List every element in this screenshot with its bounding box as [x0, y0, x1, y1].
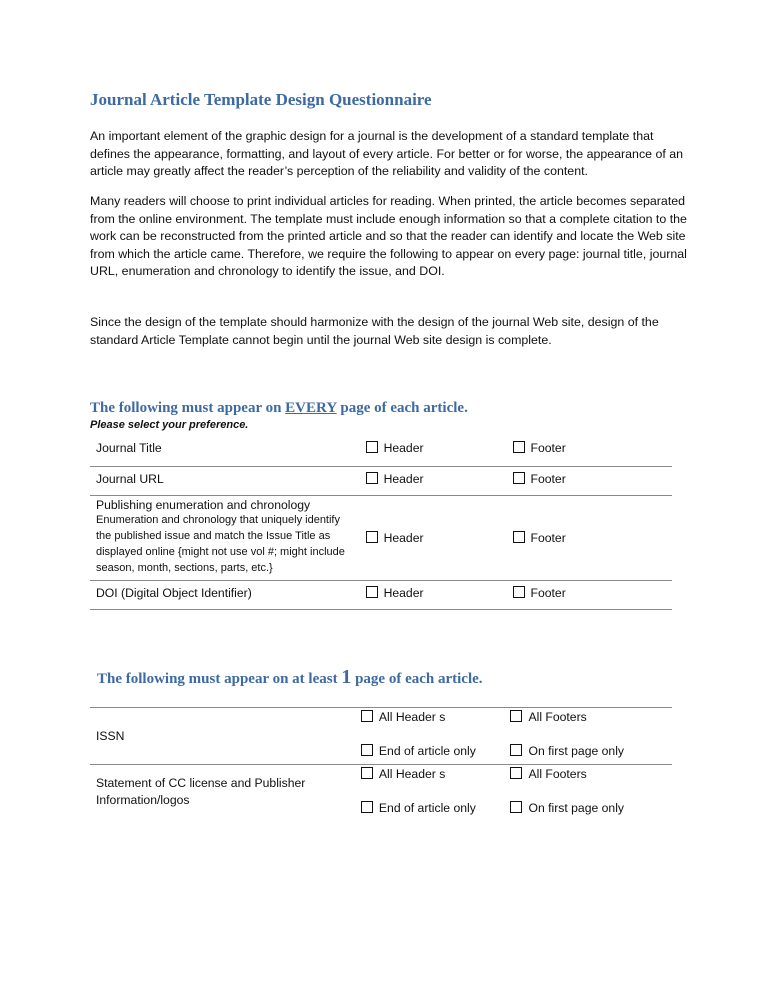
- checkbox-icon: [361, 801, 373, 813]
- checkbox-icon: [366, 586, 378, 598]
- row-label: Journal URL: [96, 471, 164, 486]
- all-footers-checkbox[interactable]: All Footers: [510, 767, 666, 801]
- footer-checkbox[interactable]: Footer: [513, 586, 566, 600]
- all-footers-checkbox[interactable]: All Footers: [510, 710, 666, 744]
- header-checkbox[interactable]: Header: [366, 441, 424, 455]
- one-page-table: [90, 707, 672, 825]
- checkbox-icon: [510, 710, 522, 722]
- all-headers-checkbox[interactable]: All Header s: [361, 710, 499, 744]
- document-title: Journal Article Template Design Questionnaire: [90, 90, 432, 109]
- checkbox-icon: [513, 472, 525, 484]
- footer-checkbox[interactable]: Footer: [513, 441, 566, 455]
- checkbox-icon: [366, 441, 378, 453]
- row-label: ISSN: [96, 729, 125, 743]
- checkbox-icon: [361, 744, 373, 756]
- table-row: [90, 580, 672, 609]
- row-label: Statement of CC license and Publisher Information/logos: [96, 776, 306, 807]
- all-headers-checkbox[interactable]: All Header s: [361, 767, 499, 801]
- end-of-article-checkbox[interactable]: End of article only: [361, 744, 499, 758]
- checkbox-icon: [513, 441, 525, 453]
- table-row: [90, 466, 672, 495]
- checkbox-icon: [513, 531, 525, 543]
- footer-checkbox[interactable]: Footer: [513, 531, 566, 545]
- checkbox-icon: [366, 472, 378, 484]
- row-label: Publishing enumeration and chronology: [96, 497, 311, 512]
- footer-checkbox[interactable]: Footer: [513, 472, 566, 486]
- header-checkbox[interactable]: Header: [366, 472, 424, 486]
- first-page-only-checkbox[interactable]: On first page only: [510, 801, 666, 815]
- design-paragraph: Since the design of the template should harmonize with the design of the journal Web site, design of the standard Article Template cannot begin until the journal Web site design is complete.: [90, 315, 659, 347]
- table-row: [90, 437, 672, 466]
- table-row: [90, 765, 672, 825]
- checkbox-icon: [510, 767, 522, 779]
- row-sublabel: Enumeration and chronology that uniquely identify the published issue and match the Issue Title as displayed online {might not use vol #; might include season, month, sections, parts, etc.}: [96, 513, 345, 574]
- table-row: [90, 708, 672, 765]
- checkbox-icon: [510, 744, 522, 756]
- end-of-article-checkbox[interactable]: End of article only: [361, 801, 499, 815]
- checkbox-icon: [366, 531, 378, 543]
- section-one-page-heading: The following must appear on at least 1 page of each article.: [97, 666, 483, 688]
- table-row: [90, 495, 672, 580]
- header-checkbox[interactable]: Header: [366, 531, 424, 545]
- checkbox-icon: [361, 767, 373, 779]
- every-page-table: [90, 437, 672, 610]
- section-every-page-heading: The following must appear on EVERY page of each article.: [90, 400, 468, 416]
- intro-paragraph: An important element of the graphic design for a journal is the development of a standard template that defines the appearance, formatting, and layout of every article. For better or for worse, the appearance of an article may greatly affect the reader’s perception of the reliability and validity of the content.: [90, 129, 684, 179]
- checkbox-icon: [361, 710, 373, 722]
- select-preference-note: Please select your preference.: [90, 419, 249, 431]
- header-checkbox[interactable]: Header: [366, 586, 424, 600]
- first-page-only-checkbox[interactable]: On first page only: [510, 744, 666, 758]
- checkbox-icon: [513, 586, 525, 598]
- row-label: DOI (Digital Object Identifier): [96, 585, 252, 600]
- printing-paragraph: Many readers will choose to print individual articles for reading. When printed, the article becomes separated from the online environment. The template must include enough information so that a complete citation to the work can be reconstructed from the printed article and so that the reader can identify and locate the Web site from which the article came. Therefore, we require the following to appear on every page: journal title, journal URL, enumeration and chronology to identify the issue, and DOI.: [90, 194, 687, 279]
- checkbox-icon: [510, 801, 522, 813]
- row-label: Journal Title: [96, 441, 162, 455]
